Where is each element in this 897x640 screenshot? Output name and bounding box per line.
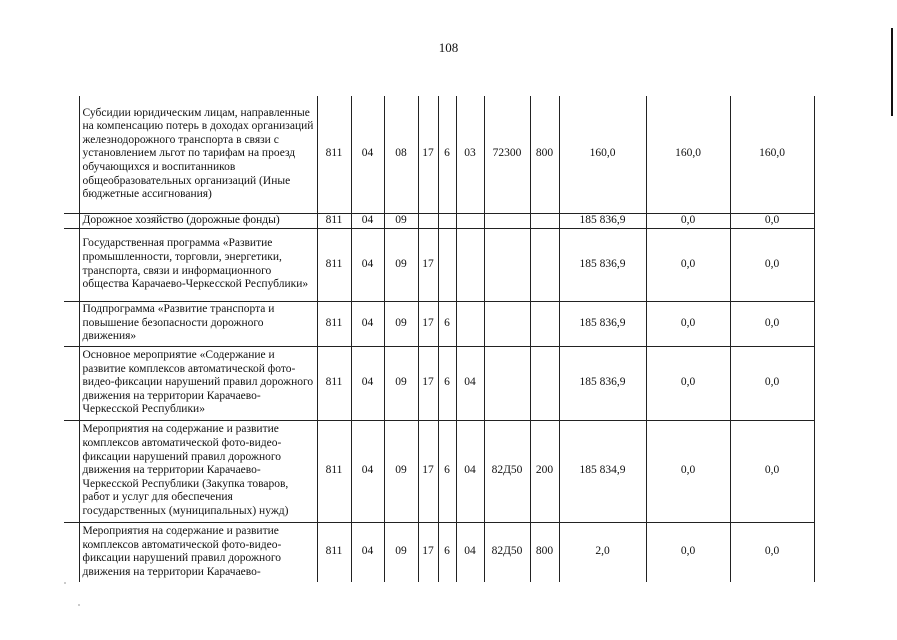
page-edge-line: [891, 28, 893, 116]
blank-cell: [64, 213, 79, 228]
rz-cell: 04: [351, 96, 384, 213]
year1-amount: 185 836,9: [559, 228, 646, 301]
year2-amount: 0,0: [646, 522, 730, 582]
cs1-cell: 17: [418, 522, 438, 582]
cs3-cell: 03: [456, 96, 484, 213]
cs2-cell: [438, 228, 456, 301]
cs1-cell: [418, 213, 438, 228]
row-name: Подпрограмма «Развитие транспорта и повышение безопасности дорожного движения»: [79, 301, 317, 346]
table-row: [64, 96, 814, 213]
year1-amount: 185 836,9: [559, 346, 646, 420]
year1-amount: 185 836,9: [559, 213, 646, 228]
cs2-cell: [438, 213, 456, 228]
year2-amount: 0,0: [646, 213, 730, 228]
cs2-cell: 6: [438, 301, 456, 346]
ved-cell: 811: [317, 420, 351, 522]
cs4-cell: 82Д50: [484, 420, 530, 522]
blank-cell: [64, 346, 79, 420]
ved-cell: 811: [317, 301, 351, 346]
ved-cell: 811: [317, 346, 351, 420]
year3-amount: 0,0: [730, 301, 814, 346]
year2-amount: 0,0: [646, 346, 730, 420]
year2-amount: 0,0: [646, 228, 730, 301]
year2-amount: 0,0: [646, 301, 730, 346]
year2-amount: 0,0: [646, 420, 730, 522]
pr-cell: 09: [384, 346, 418, 420]
rz-cell: 04: [351, 301, 384, 346]
blank-cell: [64, 301, 79, 346]
row-name: Основное мероприятие «Содержание и развитие комплексов автоматической фото-видео-фиксации нарушений правил дорожного движения на территории Карачаево-Черкесской Республики»: [79, 346, 317, 420]
rz-cell: 04: [351, 213, 384, 228]
cs2-cell: 6: [438, 420, 456, 522]
page-number: 108: [438, 40, 459, 55]
cs2-cell: 6: [438, 522, 456, 582]
pr-cell: 08: [384, 96, 418, 213]
blank-cell: [64, 96, 79, 213]
rz-cell: 04: [351, 228, 384, 301]
cs2-cell: 6: [438, 346, 456, 420]
scan-speck: [78, 604, 80, 606]
year3-amount: 0,0: [730, 213, 814, 228]
pr-cell: 09: [384, 522, 418, 582]
year1-amount: 185 836,9: [559, 301, 646, 346]
budget-table: [64, 96, 815, 582]
table-row: [64, 522, 814, 582]
pr-cell: 09: [384, 301, 418, 346]
cs4-cell: [484, 301, 530, 346]
pr-cell: 09: [384, 420, 418, 522]
cs3-cell: 04: [456, 420, 484, 522]
row-name: Мероприятия на содержание и развитие комплексов автоматической фото-видео-фиксации нарушений правил дорожного движения на территории Карачаево-: [79, 522, 317, 582]
year1-amount: 185 834,9: [559, 420, 646, 522]
blank-cell: [64, 420, 79, 522]
table-row: [64, 228, 814, 301]
pr-cell: 09: [384, 228, 418, 301]
cs1-cell: 17: [418, 346, 438, 420]
year3-amount: 0,0: [730, 346, 814, 420]
cs1-cell: 17: [418, 228, 438, 301]
ved-cell: 811: [317, 213, 351, 228]
table-row: [64, 346, 814, 420]
row-name: Субсидии юридическим лицам, направленные на компенсацию потерь в доходах организаций железнодорожного транспорта в связи с установлением льгот по тарифам на проезд обучающихся и воспитанников общеобразовательных организаций (Иные бюджетные ассигнования): [79, 96, 317, 213]
cs1-cell: 17: [418, 96, 438, 213]
row-name: Дорожное хозяйство (дорожные фонды): [79, 213, 317, 228]
year3-amount: 0,0: [730, 420, 814, 522]
blank-cell: [64, 228, 79, 301]
ved-cell: 811: [317, 522, 351, 582]
year3-amount: 160,0: [730, 96, 814, 213]
cs4-cell: [484, 228, 530, 301]
cs3-cell: [456, 213, 484, 228]
rz-cell: 04: [351, 420, 384, 522]
year3-amount: 0,0: [730, 522, 814, 582]
table-row: [64, 301, 814, 346]
cs3-cell: [456, 301, 484, 346]
cs1-cell: 17: [418, 301, 438, 346]
year1-amount: 2,0: [559, 522, 646, 582]
row-name: Мероприятия на содержание и развитие комплексов автоматической фото-видео-фиксации нарушений правил дорожного движения на территории Карачаево-Черкесской Республики (Закупка товаров, работ и услуг для обеспечения государственных (муниципальных) нужд): [79, 420, 317, 522]
year3-amount: 0,0: [730, 228, 814, 301]
cs4-cell: 72300: [484, 96, 530, 213]
cs1-cell: 17: [418, 420, 438, 522]
vr-cell: 200: [530, 420, 559, 522]
cs4-cell: 82Д50: [484, 522, 530, 582]
blank-cell: [64, 522, 79, 582]
cs4-cell: [484, 346, 530, 420]
vr-cell: [530, 228, 559, 301]
ved-cell: 811: [317, 96, 351, 213]
ved-cell: 811: [317, 228, 351, 301]
cs3-cell: [456, 228, 484, 301]
vr-cell: [530, 346, 559, 420]
cs3-cell: 04: [456, 346, 484, 420]
table-row: [64, 420, 814, 522]
row-name: Государственная программа «Развитие промышленности, торговли, энергетики, транспорта, связи и информационного общества Карачаево-Черкесской Республики»: [79, 228, 317, 301]
rz-cell: 04: [351, 346, 384, 420]
cs2-cell: 6: [438, 96, 456, 213]
scan-speck: [64, 582, 66, 584]
pr-cell: 09: [384, 213, 418, 228]
rz-cell: 04: [351, 522, 384, 582]
table-row: [64, 213, 814, 228]
vr-cell: 800: [530, 522, 559, 582]
cs3-cell: 04: [456, 522, 484, 582]
year1-amount: 160,0: [559, 96, 646, 213]
vr-cell: [530, 301, 559, 346]
cs4-cell: [484, 213, 530, 228]
vr-cell: 800: [530, 96, 559, 213]
year2-amount: 160,0: [646, 96, 730, 213]
vr-cell: [530, 213, 559, 228]
